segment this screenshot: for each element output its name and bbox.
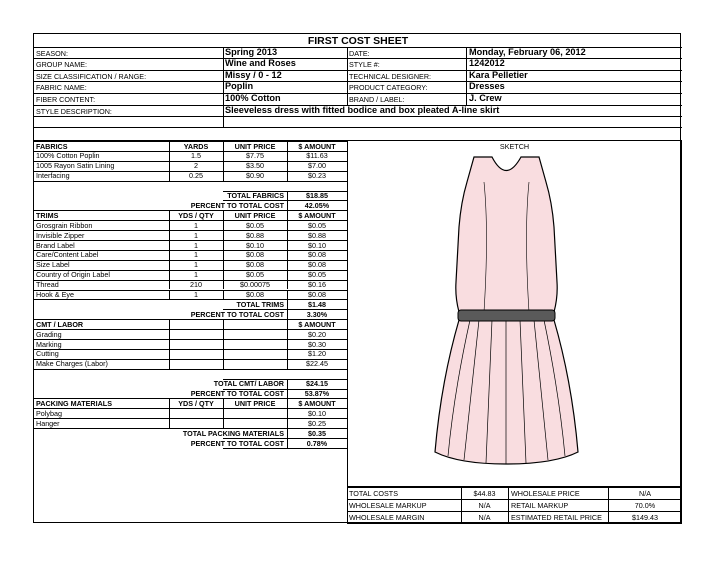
divider	[169, 359, 170, 369]
packing-total-label: TOTAL PACKING MATERIALS	[182, 428, 284, 438]
divider	[169, 418, 170, 428]
trims-percent-label: PERCENT TO TOTAL COST	[190, 309, 284, 319]
packing-heading: PACKING MATERIALS	[36, 398, 112, 408]
trims-row-name: Grosgrain Ribbon	[36, 220, 93, 230]
divider	[34, 181, 347, 182]
style-no-label: STYLE #:	[349, 60, 380, 69]
cmt-heading: CMT / LABOR	[36, 319, 84, 329]
divider	[34, 81, 682, 82]
trims-row-name: Invisible Zipper	[36, 230, 85, 240]
packing-row-amount: $0.25	[308, 418, 326, 428]
fabrics-row-qty: 0.25	[189, 171, 203, 181]
cmt-row-name: Marking	[36, 339, 62, 349]
trims-row-amount: $0.05	[308, 220, 326, 230]
fiber-value: 100% Cotton	[225, 93, 281, 103]
designer-value: Kara Pelletier	[469, 70, 528, 80]
trims-percent: 3.30%	[306, 309, 328, 319]
cmt-total: $24.15	[306, 379, 328, 389]
cmt-row-amount: $0.30	[308, 339, 326, 349]
trims-row-name: Hook & Eye	[36, 290, 74, 299]
trims-row-price: $0.10	[246, 240, 264, 250]
total-costs-value: $44.83	[473, 489, 496, 498]
packing-price-header: UNIT PRICE	[234, 398, 276, 408]
trims-row-price: $0.08	[246, 290, 264, 299]
divider	[223, 448, 347, 449]
fabrics-row-price: $7.75	[246, 151, 264, 161]
trims-qty-header: YDS / QTY	[178, 210, 214, 220]
packing-row-name: Polybag	[36, 408, 62, 418]
trims-amount-header: $ AMOUNT	[298, 210, 336, 220]
trims-row-amount: $0.88	[308, 230, 326, 240]
divider	[223, 359, 224, 369]
fabrics-row-name: 1005 Rayon Satin Lining	[36, 161, 115, 171]
trims-row-price: $0.08	[246, 260, 264, 270]
trims-row-name: Care/Content Label	[36, 250, 99, 260]
cmt-percent-label: PERCENT TO TOTAL COST	[190, 389, 284, 398]
dress-sketch	[434, 152, 579, 482]
fiber-label: FIBER CONTENT:	[36, 95, 96, 104]
cmt-total-label: TOTAL CMT/ LABOR	[213, 379, 284, 389]
divider	[223, 47, 224, 127]
cmt-amount-header: $ AMOUNT	[298, 319, 336, 329]
fabrics-qty-header: YARDS	[183, 141, 209, 151]
fabrics-row-amount: $0.23	[308, 171, 326, 181]
divider	[34, 127, 682, 128]
divider	[466, 47, 467, 105]
fabrics-row-amount: $11.63	[306, 151, 328, 161]
season-value: Spring 2013	[225, 47, 278, 57]
wholesale-margin-label: WHOLESALE MARGIN	[349, 513, 425, 522]
fabric-label: FABRIC NAME:	[36, 83, 87, 92]
trims-row-qty: 210	[190, 280, 202, 290]
fabrics-heading: FABRICS	[36, 141, 68, 151]
divider	[223, 339, 224, 349]
trims-row-qty: 1	[194, 270, 198, 280]
trims-row-name: Size Label	[36, 260, 70, 270]
trims-row-amount: $0.08	[308, 260, 326, 270]
trims-total-label: TOTAL TRIMS	[236, 299, 284, 309]
packing-percent: 0.78%	[306, 438, 328, 448]
category-label: PRODUCT CATEGORY:	[349, 83, 428, 92]
dress-belt	[458, 310, 555, 321]
trims-row-price: $0.08	[246, 250, 264, 260]
cmt-row-name: Cutting	[36, 349, 59, 359]
trims-row-amount: $0.16	[308, 280, 326, 290]
divider	[223, 319, 224, 329]
divider	[169, 329, 170, 339]
cmt-row-name: Grading	[36, 329, 62, 339]
divider	[169, 408, 170, 418]
trims-row-price: $0.05	[246, 270, 264, 280]
trims-row-qty: 1	[194, 260, 198, 270]
trims-total: $1.48	[308, 299, 326, 309]
season-label: SEASON:	[36, 49, 68, 58]
divider	[347, 499, 682, 500]
fabrics-amount-header: $ AMOUNT	[298, 141, 336, 151]
dress-bodice	[456, 157, 557, 312]
size-label: SIZE CLASSIFICATION / RANGE:	[36, 72, 147, 81]
packing-row-name: Hanger	[36, 418, 60, 428]
sheet-title: FIRST COST SHEET	[307, 35, 409, 47]
cmt-percent: 53.87%	[304, 389, 330, 398]
packing-percent-label: PERCENT TO TOTAL COST	[190, 438, 284, 448]
divider	[169, 339, 170, 349]
fabrics-total: $18.85	[306, 191, 328, 200]
brand-value: J. Crew	[469, 93, 502, 103]
wholesale-markup-value: N/A	[478, 501, 491, 510]
category-value: Dresses	[469, 81, 505, 91]
divider	[223, 349, 224, 359]
total-costs-label: TOTAL COSTS	[349, 489, 398, 498]
packing-qty-header: YDS / QTY	[178, 398, 214, 408]
fabrics-percent: 42.05%	[304, 200, 330, 210]
packing-row-amount: $0.10	[308, 408, 326, 418]
designer-label: TECHNICAL DESIGNER:	[349, 72, 432, 81]
wholesale-margin-value: N/A	[478, 513, 491, 522]
trims-heading: TRIMS	[36, 210, 59, 220]
trims-row-qty: 1	[194, 240, 198, 250]
est-retail-label: ESTIMATED RETAIL PRICE	[511, 513, 602, 522]
brand-label: BRAND / LABEL:	[349, 95, 405, 104]
trims-row-amount: $0.08	[308, 290, 326, 299]
wholesale-markup-label: WHOLESALE MARKUP	[349, 501, 427, 510]
group-label: GROUP NAME:	[36, 60, 87, 69]
fabrics-row-amount: $7.00	[308, 161, 326, 171]
size-value: Missy / 0 - 12	[225, 70, 282, 80]
fabrics-row-qty: 2	[194, 161, 198, 171]
trims-row-amount: $0.10	[308, 240, 326, 250]
divider	[223, 408, 224, 418]
trims-row-name: Country of Origin Label	[36, 270, 110, 280]
divider	[34, 116, 682, 117]
cmt-row-amount: $22.45	[306, 359, 328, 369]
divider	[169, 319, 170, 329]
style-no-value: 1242012	[469, 58, 505, 68]
fabrics-row-price: $0.90	[246, 171, 264, 181]
retail-markup-label: RETAIL MARKUP	[511, 501, 569, 510]
divider	[347, 47, 348, 105]
sketch-label: SKETCH	[499, 142, 530, 151]
packing-total: $0.35	[308, 428, 326, 438]
cmt-row-amount: $0.20	[308, 329, 326, 339]
style-desc-label: STYLE DESCRIPTION:	[36, 107, 112, 116]
fabrics-row-name: 100% Cotton Poplin	[36, 151, 100, 161]
fabrics-row-price: $3.50	[246, 161, 264, 171]
wholesale-price-value: N/A	[639, 489, 651, 498]
trims-price-header: UNIT PRICE	[234, 210, 276, 220]
group-value: Wine and Roses	[225, 58, 296, 68]
retail-markup-value: 70.0%	[634, 501, 656, 510]
trims-row-amount: $0.05	[308, 270, 326, 280]
divider	[34, 70, 682, 71]
fabrics-price-header: UNIT PRICE	[234, 141, 276, 151]
trims-row-amount: $0.08	[308, 250, 326, 260]
trims-row-qty: 1	[194, 230, 198, 240]
divider	[169, 349, 170, 359]
trims-row-qty: 1	[194, 250, 198, 260]
date-label: DATE:	[349, 49, 370, 58]
trims-row-price: $0.05	[246, 220, 264, 230]
cmt-row-amount: $1.20	[308, 349, 326, 359]
fabrics-total-label: TOTAL FABRICS	[227, 191, 284, 200]
trims-row-qty: 1	[194, 290, 198, 299]
est-retail-value: $149.43	[632, 513, 658, 522]
divider	[34, 369, 347, 370]
style-desc-value: Sleeveless dress with fitted bodice and box pleated A-line skirt	[225, 105, 500, 115]
fabrics-row-name: Interfacing	[36, 171, 70, 181]
date-value: Monday, February 06, 2012	[469, 47, 586, 57]
trims-row-name: Thread	[36, 280, 59, 290]
trims-row-qty: 1	[194, 220, 198, 230]
divider	[347, 511, 682, 512]
divider	[223, 418, 224, 428]
cost-sheet	[33, 33, 681, 523]
fabrics-row-qty: 1.5	[191, 151, 201, 161]
wholesale-price-label: WHOLESALE PRICE	[511, 489, 580, 498]
fabrics-percent-label: PERCENT TO TOTAL COST	[190, 200, 284, 210]
cmt-row-name: Make Charges (Labor)	[36, 359, 108, 369]
trims-row-price: $0.88	[246, 230, 264, 240]
divider	[223, 329, 224, 339]
packing-amount-header: $ AMOUNT	[298, 398, 336, 408]
divider	[508, 487, 509, 524]
divider	[34, 58, 682, 59]
trims-row-name: Brand Label	[36, 240, 75, 250]
divider	[34, 93, 682, 94]
fabric-value: Poplin	[225, 81, 254, 91]
trims-row-price: $0.00075	[240, 280, 270, 290]
